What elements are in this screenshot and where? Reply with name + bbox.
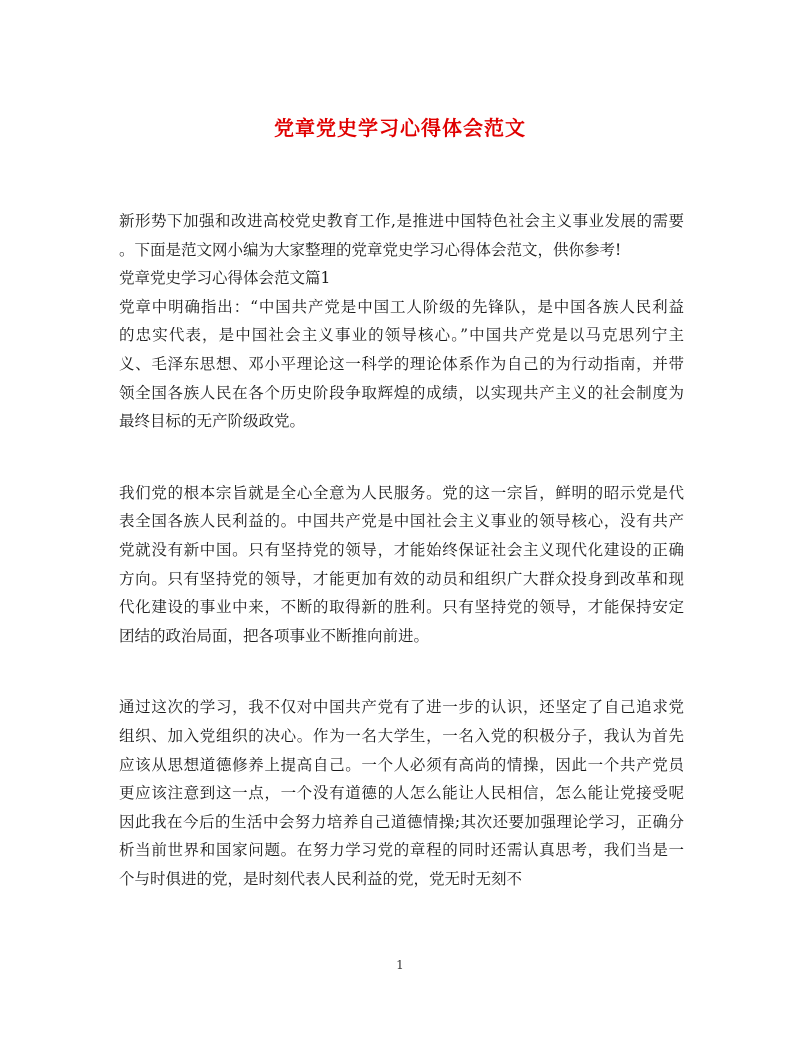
text-line: 最终目标的无产阶级政党。 — [119, 412, 306, 431]
paragraph-2 — [119, 479, 684, 651]
text-line: 党章中明确指出：“中国共产党是中国工人阶级的先锋队，是中国各族人民利益 — [119, 297, 684, 316]
text-line: 我们党的根本宗旨就是全心全意为人民服务。党的这一宗旨，鲜明的昭示党是代 — [119, 483, 684, 502]
text-line: 团结的政治局面，把各项事业不断推向前进。 — [119, 626, 430, 645]
text-line: 党就没有新中国。只有坚持党的领导，才能始终保证社会主义现代化建设的正确 — [119, 540, 684, 559]
document-body — [119, 207, 684, 893]
paragraph-gap — [119, 436, 684, 479]
text-line: 新形势下加强和改进高校党史教育工作,是推进中国特色社会主义事业发展的需要 — [119, 212, 684, 230]
paragraph-gap — [119, 650, 684, 693]
text-line: 义、毛泽东思想、邓小平理论这一科学的理论体系作为自己的为行动指南，并带 — [119, 354, 684, 373]
text-line: 更应该注意到这一点，一个没有道德的人怎么能让人民相信，怎么能让党接受呢 — [119, 784, 684, 803]
text-line: 代化建设的事业中来，不断的取得新的胜利。只有坚持党的领导，才能保持安定 — [119, 598, 684, 617]
paragraph-1 — [119, 293, 684, 436]
text-line: 。下面是范文网小编为大家整理的党章党史学习心得体会范文，供你参考! — [119, 240, 622, 259]
text-line: 方向。只有坚持党的领导，才能更加有效的动员和组织广大群众投身到改革和现 — [119, 569, 684, 588]
text-line: 通过这次的学习，我不仅对中国共产党有了进一步的认识，还坚定了自己追求党 — [119, 698, 684, 717]
text-line: 个与时俱进的党，是时刻代表人民利益的党，党无时无刻不 — [119, 869, 523, 888]
document-title: 党章党史学习心得体会范文 — [274, 116, 526, 140]
text-line: 因此我在今后的生活中会努力培养自己道德情操;其次还要加强理论学习，正确分 — [119, 812, 684, 831]
intro-paragraph — [119, 207, 684, 264]
text-line: 领全国各族人民在各个历史阶段争取辉煌的成绩，以实现共产主义的社会制度为 — [119, 383, 684, 402]
text-line: 组织、加入党组织的决心。作为一名大学生，一名入党的积极分子，我认为首先 — [119, 726, 684, 745]
text-line: 的忠实代表，是中国社会主义事业的领导核心。”中国共产党是以马克思列宁主 — [119, 326, 684, 345]
text-line: 应该从思想道德修养上提高自己。一个人必须有高尚的情操，因此一个共产党员 — [119, 755, 684, 774]
text-line: 析当前世界和国家问题。在努力学习党的章程的同时还需认真思考，我们当是一 — [119, 841, 684, 860]
text-line: 表全国各族人民利益的。中国共产党是中国社会主义事业的领导核心，没有共产 — [119, 512, 684, 531]
section-heading: 党章党史学习心得体会范文篇1 — [119, 269, 331, 288]
paragraph-3 — [119, 693, 684, 893]
page-number: 1 — [396, 958, 404, 972]
